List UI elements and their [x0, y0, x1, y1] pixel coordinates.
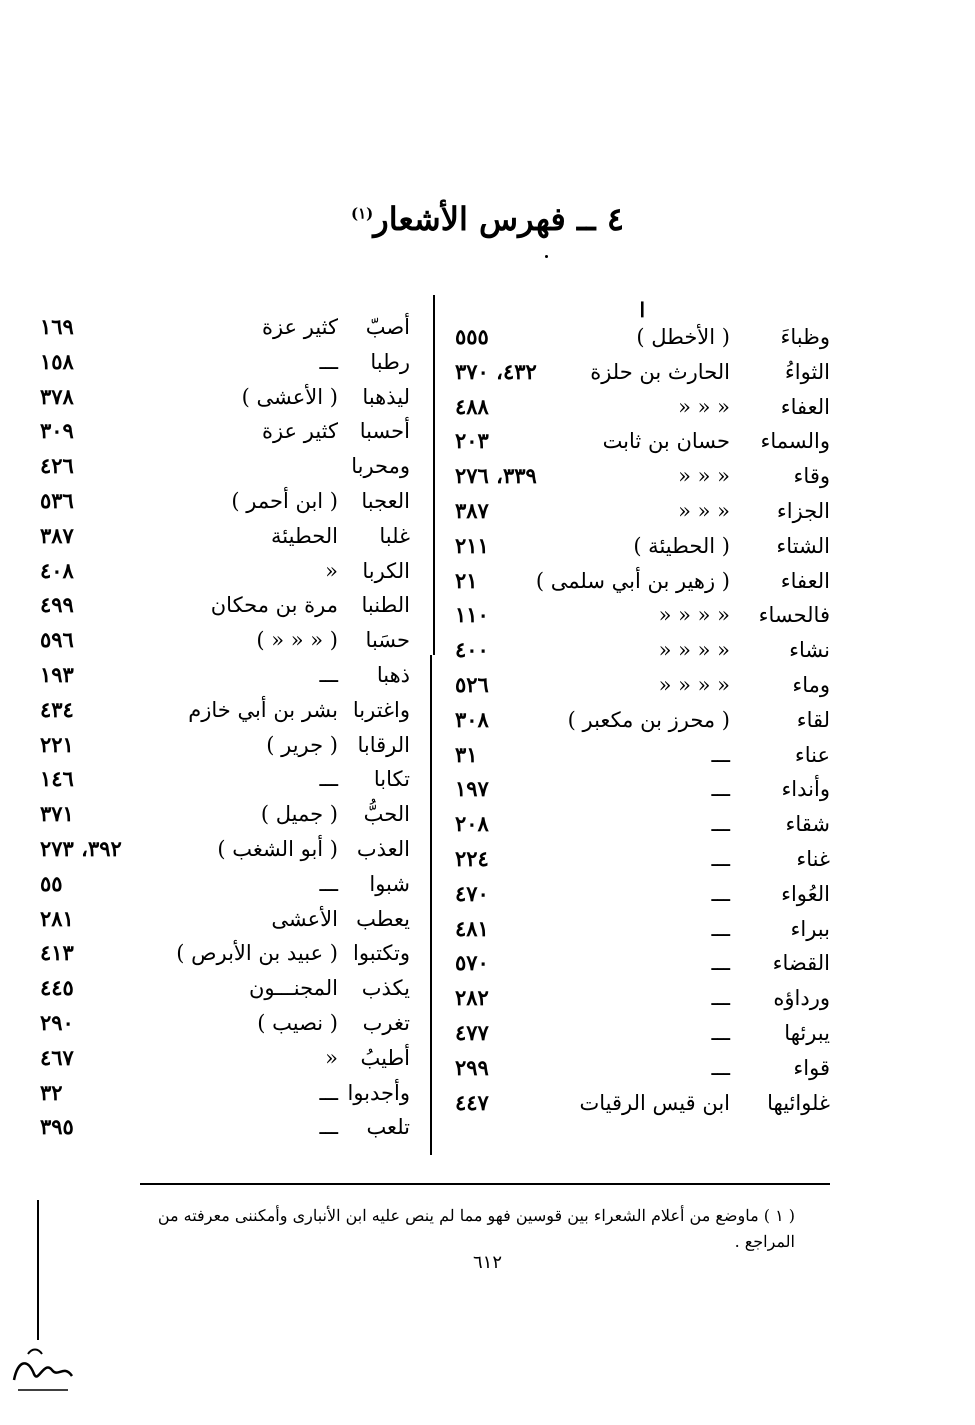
page-title — [0, 200, 975, 238]
page-ref: ١٥٨ — [40, 348, 74, 374]
index-entry — [455, 529, 830, 564]
index-entry — [455, 1051, 830, 1086]
rhyme-word: أحسبا — [359, 419, 410, 444]
index-entry — [455, 1086, 830, 1121]
page-ref: ١٤٦ — [40, 766, 74, 792]
poet-name: بشر بن أبي خازم — [188, 697, 338, 722]
index-entry — [40, 310, 410, 345]
poet-name: « « « « — [658, 672, 730, 697]
index-entry — [455, 946, 830, 981]
poet-name: ( « « « ) — [256, 628, 338, 653]
index-entry — [40, 693, 410, 728]
rhyme-word: العُواء — [781, 881, 830, 906]
rhyme-word: الجزاء — [776, 498, 830, 523]
page-ref: ٣٠٨ — [455, 706, 489, 732]
index-entry — [40, 484, 410, 519]
index-entry — [455, 981, 830, 1016]
index-entry — [455, 320, 830, 355]
title-text: ٤ ــ فهرس الأشعار — [373, 200, 624, 238]
page-ref: ٢١١ — [455, 532, 489, 558]
page-ref: ٥٩٦ — [40, 627, 74, 653]
poet-name: ـــ — [319, 662, 338, 687]
rhyme-word: شقاء — [785, 812, 830, 837]
page-ref: ٤٨٨ — [455, 393, 489, 419]
page-ref: ١٩٧ — [455, 776, 489, 802]
page-ref: ٥٧٠ — [455, 950, 489, 976]
rhyme-word: القضاء — [772, 951, 830, 976]
rhyme-word: عناء — [794, 742, 830, 767]
page-ref: ٥٥٥ — [455, 324, 489, 349]
poet-name: الحطيئة — [271, 523, 338, 548]
index-entry — [455, 1016, 830, 1051]
page-ref: ٣٩٢، ٢٧٣ — [40, 835, 122, 861]
rhyme-word: شبوا — [369, 871, 410, 896]
page-ref: ٥٥ — [40, 870, 63, 896]
rhyme-word: ذهبا — [376, 662, 410, 687]
index-entry — [40, 832, 410, 867]
page-ref: ٣٩٥ — [40, 1114, 74, 1140]
poet-name: الحارث بن حلزة — [590, 359, 730, 384]
page-ref: ٤٧٧ — [455, 1019, 489, 1045]
rhyme-word: العفاء — [780, 568, 830, 593]
rhyme-word: نشاء — [789, 638, 830, 663]
rhyme-word: الشتاء — [776, 533, 830, 558]
rhyme-word: حسَبا — [365, 628, 410, 653]
poet-name: « « « « — [658, 603, 730, 628]
poet-name: ـــ — [711, 1055, 730, 1080]
rhyme-word: قواء — [793, 1055, 830, 1080]
rhyme-word: العجبا — [361, 488, 410, 513]
index-entry — [455, 459, 830, 494]
poet-name: ( الحطيئة ) — [633, 533, 730, 558]
rhyme-word: أصبّ — [365, 315, 410, 339]
page-ref: ٢٠٨ — [455, 811, 489, 837]
index-entry — [455, 668, 830, 703]
page-ref: ٢٩٠ — [40, 1009, 74, 1035]
poet-name: ( جرير ) — [266, 732, 338, 757]
page-ref: ٤٢٦ — [40, 453, 74, 479]
index-column-left — [40, 310, 410, 1145]
rhyme-word: تلعب — [366, 1115, 410, 1140]
page-ref: ٤٧٠ — [455, 880, 489, 906]
page-ref: ٣٨٧ — [455, 497, 489, 523]
page-ref: ٤٦٧ — [40, 1044, 74, 1070]
page-ref: ٤٣٢، ٣٧٠ — [455, 358, 537, 384]
page-ref: ٤٤٧ — [455, 1089, 489, 1115]
rhyme-word: ومحربا — [351, 454, 410, 479]
poet-name: ـــ — [319, 1115, 338, 1140]
column-divider-top — [433, 295, 435, 655]
index-entry — [455, 355, 830, 390]
index-entry — [455, 424, 830, 459]
rhyme-word: يبرئها — [784, 1020, 830, 1045]
index-entry — [40, 762, 410, 797]
poet-name: ( محرز بن مكعبر ) — [567, 707, 730, 732]
index-column-right — [455, 300, 830, 1120]
rhyme-word: الحبُّ — [363, 802, 410, 827]
index-entry — [455, 494, 830, 529]
page-ref: ٤٨١ — [455, 915, 489, 941]
page-ref: ١٩٣ — [40, 661, 74, 687]
page-ref: ٤١٣ — [40, 940, 74, 966]
poet-name: « — [325, 558, 338, 583]
poet-name: كثير عزة — [261, 315, 338, 339]
section-letter: ا — [639, 298, 645, 322]
index-entry — [40, 797, 410, 832]
index-entry — [40, 936, 410, 971]
page-ref: ٣٣٩، ٢٧٦ — [455, 463, 537, 489]
poet-name: ـــ — [319, 871, 338, 896]
rhyme-word: تغرب — [362, 1010, 410, 1035]
page-ref: ٥٢٦ — [455, 671, 489, 697]
left-rows — [40, 310, 410, 1145]
rhyme-word: وظباءَ — [780, 325, 830, 349]
index-entry — [40, 1006, 410, 1041]
poet-name: ـــ — [319, 767, 338, 792]
page-number: ٦١٢ — [472, 1252, 502, 1273]
index-entry — [455, 842, 830, 877]
poet-name: ( عبيد بن الأبرص ) — [176, 941, 338, 966]
poet-name: « — [325, 1045, 338, 1070]
poet-name: ابن قيس الرقيات — [579, 1090, 730, 1115]
page-ref: ٢٨١ — [40, 905, 74, 931]
rhyme-word: واغتربا — [352, 697, 410, 722]
rhyme-word: وأنداء — [781, 777, 830, 802]
rhyme-word: ببراء — [790, 916, 830, 941]
rhyme-word: والسماء — [760, 429, 830, 454]
index-entry — [40, 588, 410, 623]
poet-name: ـــ — [711, 916, 730, 941]
margin-line — [37, 1200, 39, 1340]
rhyme-word: العفاء — [780, 394, 830, 419]
rhyme-word: وقاء — [793, 464, 830, 489]
rhyme-word: الثواءُ — [784, 359, 830, 384]
rhyme-word: وأجدبوا — [347, 1080, 410, 1105]
poet-name: « « « — [678, 394, 730, 419]
page-ref: ٢٨٢ — [455, 985, 489, 1011]
footnote-rule — [140, 1183, 830, 1185]
index-entry — [40, 1041, 410, 1076]
page-ref: ١١٠ — [455, 602, 489, 628]
poet-name: ـــ — [711, 777, 730, 802]
title-footnote-marker: (١) — [351, 204, 374, 223]
index-entry — [455, 598, 830, 633]
poet-name: « « « — [678, 498, 730, 523]
rhyme-word: وماء — [792, 672, 830, 697]
page-ref: ٤٤٥ — [40, 975, 74, 1001]
index-entry — [455, 633, 830, 668]
page-ref: ٣١ — [455, 741, 478, 767]
poet-name: ( نصيب ) — [257, 1010, 338, 1035]
page-ref: ٣٢ — [40, 1079, 63, 1105]
poet-name: ـــ — [711, 951, 730, 976]
index-entry — [455, 772, 830, 807]
page-ref: ٣٧١ — [40, 801, 74, 827]
footnote: ( ١ ) ماوضع من أعلام الشعراء بين قوسين فهو مما لم ينص عليه ابن الأنبارى وأمكننى معرفته من المراجع . — [157, 1206, 795, 1251]
poet-name: حسان بن ثابت — [602, 429, 730, 454]
poet-name: ( جميل ) — [260, 802, 338, 827]
index-entry — [455, 877, 830, 912]
poet-name: ـــ — [711, 742, 730, 767]
index-entry — [40, 902, 410, 937]
index-entry — [40, 658, 410, 693]
poet-name: ( الأعشى ) — [241, 384, 338, 409]
page-ref: ٣٠٩ — [40, 418, 74, 444]
page-ref: ٢٩٩ — [455, 1054, 489, 1080]
page-ref: ٣٨٧ — [40, 522, 74, 548]
poet-name: ـــ — [711, 1020, 730, 1045]
rhyme-word: فالحساء — [758, 603, 830, 628]
index-entry — [40, 519, 410, 554]
index-entry — [40, 867, 410, 902]
page-ref: ٤٠٨ — [40, 557, 74, 583]
poet-name: « « « « — [658, 638, 730, 663]
poet-name: ـــ — [319, 349, 338, 374]
index-entry — [455, 807, 830, 842]
rhyme-word: الكربا — [362, 558, 410, 583]
right-rows — [455, 320, 830, 1120]
poet-name: « « « — [678, 464, 730, 489]
poet-name: كثير عزة — [261, 419, 338, 444]
rhyme-word: غناء — [796, 846, 830, 871]
index-entry — [455, 390, 830, 425]
poet-name: المجنـــون — [249, 976, 338, 1001]
poet-name: ( ابن أحمر ) — [231, 488, 338, 513]
index-entry — [40, 1076, 410, 1111]
rhyme-word: الطنبا — [361, 593, 410, 618]
page-ref: ٤٠٠ — [455, 637, 489, 663]
poet-name: ـــ — [711, 986, 730, 1011]
index-entry — [40, 971, 410, 1006]
poet-name: الأعشى — [271, 906, 338, 931]
page-ref: ٢٢٤ — [455, 845, 489, 871]
page-ref: ٢٠٣ — [455, 428, 489, 454]
page-ref: ٢١ — [455, 567, 478, 593]
page-ref: ٥٣٦ — [40, 487, 74, 513]
page-ref: ٢٢١ — [40, 731, 74, 757]
index-entry — [40, 1110, 410, 1145]
title-dot — [545, 255, 548, 258]
index-entry — [40, 554, 410, 589]
page-ref: ٤٩٩ — [40, 592, 74, 618]
poet-name: ـــ — [711, 812, 730, 837]
rhyme-word: يعطب — [356, 906, 410, 931]
poet-name: ( أبو الشغب ) — [217, 836, 338, 861]
library-logo-icon — [8, 1340, 78, 1400]
index-entry — [455, 912, 830, 947]
rhyme-word: وتكتبوا — [353, 941, 410, 966]
index-entry — [455, 564, 830, 599]
index-entry — [40, 380, 410, 415]
rhyme-word: رطبا — [370, 349, 410, 374]
rhyme-word: الرقابا — [357, 732, 410, 757]
poet-name: ( الأخطل ) — [636, 325, 730, 349]
poet-name: ( زهير بن أبي سلمى ) — [535, 568, 730, 593]
rhyme-word: تكابا — [373, 767, 410, 792]
index-entry — [455, 703, 830, 738]
rhyme-word: غلبا — [379, 523, 410, 548]
poet-name: مرة بن محكان — [210, 593, 338, 618]
index-entry — [40, 449, 410, 484]
index-entry — [40, 414, 410, 449]
page-ref: ٣٧٨ — [40, 383, 74, 409]
column-divider-bottom — [430, 655, 432, 1155]
poet-name: ـــ — [711, 881, 730, 906]
page-ref: ٤٣٤ — [40, 696, 74, 722]
rhyme-word: يكذب — [361, 976, 410, 1001]
rhyme-word: العذب — [356, 836, 410, 861]
index-entry — [40, 728, 410, 763]
poet-name: ـــ — [319, 1080, 338, 1105]
rhyme-word: ليذهبا — [362, 384, 410, 409]
poet-name: ـــ — [711, 846, 730, 871]
rhyme-word: ورداؤه — [773, 986, 830, 1011]
rhyme-word: غلوائيها — [767, 1090, 830, 1115]
rhyme-word: أطيبُ — [360, 1045, 410, 1070]
index-entry — [40, 623, 410, 658]
rhyme-word: لقاء — [796, 707, 830, 732]
index-entry — [40, 345, 410, 380]
page-ref: ١٦٩ — [40, 314, 74, 339]
index-entry — [455, 738, 830, 773]
